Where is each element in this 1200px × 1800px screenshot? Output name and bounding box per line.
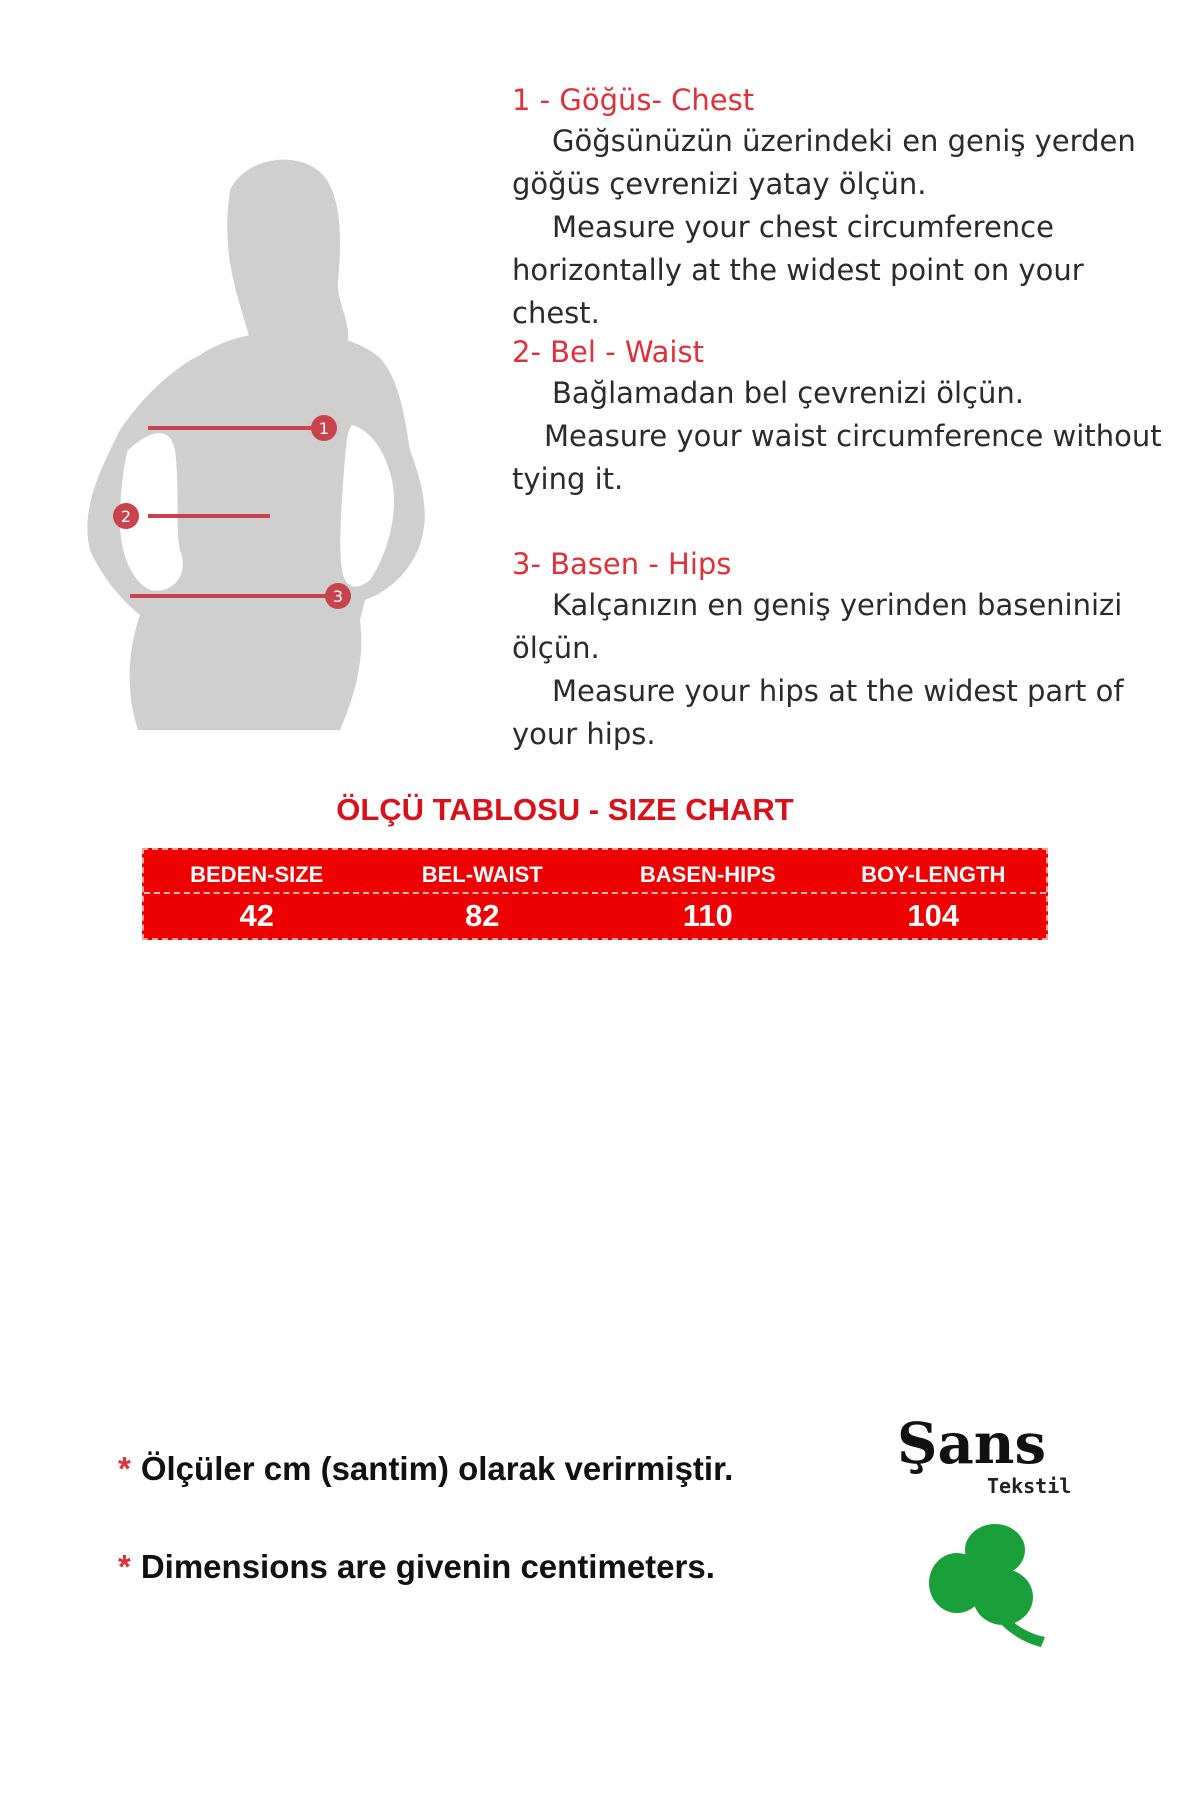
value-hips: 110 [682,898,733,933]
guide-waist-en-2: tying it. [512,462,624,496]
svg-text:3: 3 [332,587,344,606]
note-text: Ölçüler cm (santim) olarak verirmiştir. [140,1450,734,1487]
guide-chest-tr-1: Göğsünüzün üzerindeki en geniş yerden [552,124,1136,158]
marker-waist [113,503,139,529]
header-size: BEDEN-SIZE [190,862,324,887]
sans-tekstil-logo [895,1405,1105,1655]
guide-chest-title: 1 - Göğüs- Chest [512,83,755,117]
size-chart-value-row [144,894,1046,938]
value-waist: 82 [465,898,500,933]
guide-chest-en-2: horizontally at the widest point on your chest. [512,253,1084,330]
guide-chest-tr-2: göğüs çevrenizi yatay ölçün. [512,167,927,201]
logo-brand: Şans [897,1411,1046,1477]
guide-hips-en-2: your hips. [512,717,656,751]
guide-chest [512,80,1172,335]
logo-sub: Tekstil [987,1474,1072,1498]
guide-hips-en-1: Measure your hips at the widest part of [552,674,1124,708]
header-length: BOY-LENGTH [861,862,1006,887]
svg-text:2: 2 [120,507,132,526]
body-silhouette-figure [80,150,480,730]
value-length: 104 [907,898,960,933]
size-chart-header-row [144,850,1046,894]
guide-waist-tr-1: Bağlamadan bel çevrenizi ölçün. [552,376,1024,410]
clover-icon [929,1524,1045,1647]
note-text: Dimensions are givenin centimeters. [140,1548,715,1585]
guide-hips-title: 3- Basen - Hips [512,547,732,581]
size-chart-title: ÖLÇÜ TABLOSU - SIZE CHART [336,792,794,827]
guide-hips [512,544,1172,756]
note-star: * [118,1548,131,1585]
value-size: 42 [239,898,274,933]
note-star: * [118,1450,131,1487]
guide-waist [512,332,1172,501]
header-waist: BEL-WAIST [421,862,543,887]
marker-chest [311,415,337,441]
size-chart-table [142,848,1048,940]
svg-text:1: 1 [318,419,330,438]
header-hips: BASEN-HIPS [639,862,776,887]
guide-chest-en-1: Measure your chest circumference [552,210,1054,244]
marker-hips [325,583,351,609]
note-units-tr [118,1450,733,1488]
guide-waist-title: 2- Bel - Waist [512,335,704,369]
guide-waist-en-1: Measure your waist circumference without [544,419,1162,453]
guide-hips-tr-1: Kalçanızın en geniş yerinden baseninizi [552,588,1123,622]
note-units-en [118,1548,715,1586]
guide-hips-tr-2: ölçün. [512,631,600,665]
